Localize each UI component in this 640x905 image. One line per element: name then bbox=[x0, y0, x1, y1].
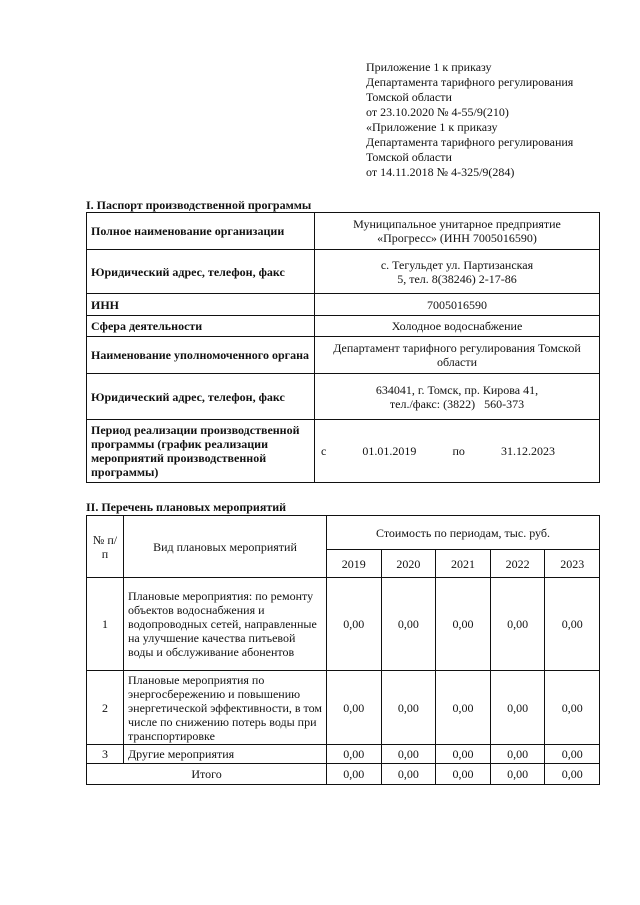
row-name: Плановые мероприятия: по ремонту объектов водоснабжения и водопроводных сетей, направленные на улучшение качества питьевой воды и обслуживание абонентов bbox=[124, 578, 327, 671]
period-value bbox=[315, 420, 600, 483]
year-header: 2023 bbox=[545, 550, 600, 578]
period-to: 31.12.2023 bbox=[500, 444, 555, 458]
total-cell: 0,00 bbox=[381, 764, 436, 785]
row-label: ИНН bbox=[87, 294, 315, 316]
row-label: Период реализации производственной программы (график реализации мероприятий производственной программы) bbox=[87, 420, 315, 483]
header-line: «Приложение 1 к приказу bbox=[366, 120, 498, 134]
row-name: Другие мероприятия bbox=[124, 745, 327, 764]
row-num: 2 bbox=[87, 671, 124, 745]
year-header: 2021 bbox=[436, 550, 491, 578]
cost-cell: 0,00 bbox=[327, 578, 382, 671]
year-header: 2019 bbox=[327, 550, 382, 578]
table-row bbox=[87, 374, 600, 420]
cost-cell: 0,00 bbox=[545, 578, 600, 671]
table-row bbox=[87, 337, 600, 374]
header-row bbox=[87, 516, 600, 550]
row-value: 7005016590 bbox=[315, 294, 600, 316]
row-num: 3 bbox=[87, 745, 124, 764]
row-value: Муниципальное унитарное предприятие «Прогресс» (ИНН 7005016590) bbox=[315, 213, 600, 250]
table-row bbox=[87, 420, 600, 483]
row-label: Наименование уполномоченного органа bbox=[87, 337, 315, 374]
table-row bbox=[87, 745, 600, 764]
header-line: от 14.11.2018 № 4-325/9(284) bbox=[366, 165, 515, 179]
cost-cell: 0,00 bbox=[436, 671, 491, 745]
table-row bbox=[87, 213, 600, 250]
header-line: Департамента тарифного регулирования bbox=[366, 135, 574, 149]
col-num-header: № п/п bbox=[87, 516, 124, 578]
section1-title: I. Паспорт производственной программы bbox=[86, 198, 312, 212]
total-label: Итого bbox=[87, 764, 327, 785]
cost-cell: 0,00 bbox=[490, 671, 545, 745]
table-row bbox=[87, 671, 600, 745]
row-num: 1 bbox=[87, 578, 124, 671]
total-cell: 0,00 bbox=[327, 764, 382, 785]
activities-table bbox=[86, 515, 600, 785]
row-value: 634041, г. Томск, пр. Кирова 41, тел./факс: (3822) 560-373 bbox=[315, 374, 600, 420]
row-label: Полное наименование организации bbox=[87, 213, 315, 250]
cost-cell: 0,00 bbox=[490, 578, 545, 671]
header-line: от 23.10.2020 № 4-55/9(210) bbox=[366, 105, 509, 119]
row-value: Холодное водоснабжение bbox=[315, 316, 600, 337]
cost-cell: 0,00 bbox=[545, 671, 600, 745]
cost-cell: 0,00 bbox=[381, 745, 436, 764]
cost-cell: 0,00 bbox=[381, 578, 436, 671]
table-row bbox=[87, 250, 600, 294]
header-line: Департамента тарифного регулирования bbox=[366, 75, 574, 89]
cost-cell: 0,00 bbox=[545, 745, 600, 764]
table-row bbox=[87, 578, 600, 671]
col-name-header: Вид плановых мероприятий bbox=[124, 516, 327, 578]
year-header: 2022 bbox=[490, 550, 545, 578]
col-cost-header: Стоимость по периодам, тыс. руб. bbox=[327, 516, 600, 550]
appendix-header bbox=[366, 60, 573, 180]
row-value: Департамент тарифного регулирования Томской области bbox=[315, 337, 600, 374]
cost-cell: 0,00 bbox=[490, 745, 545, 764]
cost-cell: 0,00 bbox=[327, 671, 382, 745]
row-label: Юридический адрес, телефон, факс bbox=[87, 250, 315, 294]
total-cell: 0,00 bbox=[436, 764, 491, 785]
table-row bbox=[87, 294, 600, 316]
passport-table bbox=[86, 212, 600, 483]
header-line: Томской области bbox=[366, 150, 452, 164]
table-row bbox=[87, 316, 600, 337]
header-line: Приложение 1 к приказу bbox=[366, 60, 492, 74]
header-line: Томской области bbox=[366, 90, 452, 104]
from-word: с bbox=[321, 444, 327, 458]
row-name: Плановые мероприятия по энергосбережению и повышению энергетической эффективности, в том числе по снижению потерь воды при транспортировке bbox=[124, 671, 327, 745]
row-label: Сфера деятельности bbox=[87, 316, 315, 337]
cost-cell: 0,00 bbox=[381, 671, 436, 745]
period-from: 01.01.2019 bbox=[362, 444, 417, 458]
total-cell: 0,00 bbox=[490, 764, 545, 785]
total-row bbox=[87, 764, 600, 785]
cost-cell: 0,00 bbox=[436, 578, 491, 671]
to-word: по bbox=[452, 444, 465, 458]
section2-title: II. Перечень плановых мероприятий bbox=[86, 500, 287, 514]
year-header: 2020 bbox=[381, 550, 436, 578]
cost-cell: 0,00 bbox=[436, 745, 491, 764]
cost-cell: 0,00 bbox=[327, 745, 382, 764]
row-label: Юридический адрес, телефон, факс bbox=[87, 374, 315, 420]
row-value: с. Тегульдет ул. Партизанская 5, тел. 8(38246) 2-17-86 bbox=[315, 250, 600, 294]
total-cell: 0,00 bbox=[545, 764, 600, 785]
